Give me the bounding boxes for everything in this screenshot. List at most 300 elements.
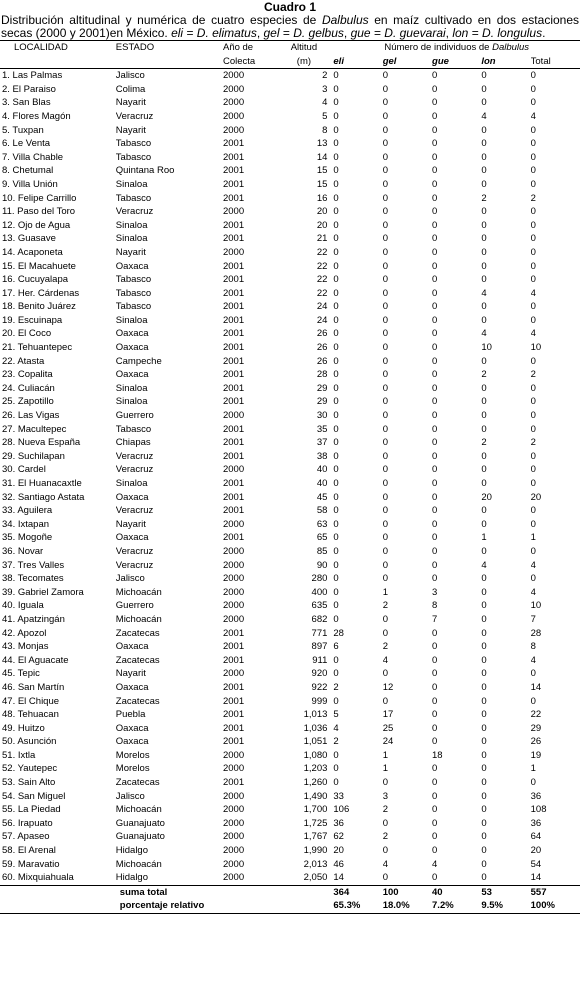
cell-localidad: 29. Suchilapan: [2, 450, 65, 462]
cell-anio: 2000: [222, 410, 245, 422]
cell-estado: Nayarit: [115, 246, 146, 258]
cell-altitud: 20: [316, 219, 328, 231]
cell-altitud: 29: [316, 382, 328, 394]
cell-altitud: 40: [316, 478, 328, 489]
cell-gel: 0: [382, 138, 388, 150]
cell-gel: 0: [382, 70, 388, 82]
cell-localidad: 21. Tehuantepec: [2, 342, 73, 354]
cell-estado: Veracruz: [115, 206, 154, 218]
cell-eli: 0: [333, 342, 339, 354]
cell-gue: 0: [432, 709, 438, 721]
cell-lon: 4: [481, 110, 487, 122]
cell-total: 0: [530, 260, 536, 272]
cell-anio: 2001: [222, 777, 245, 789]
cell-total: 0: [530, 124, 536, 136]
cell-total: 10: [530, 600, 542, 612]
cell-gue: 0: [432, 450, 438, 462]
cell-localidad: 55. La Piedad: [2, 804, 61, 816]
cell-localidad: 27. Macultepec: [2, 423, 67, 435]
cell-eli: 20: [333, 845, 344, 857]
cell-altitud: 24: [316, 314, 328, 326]
cell-eli: 46: [333, 858, 344, 870]
cell-eli: 0: [333, 382, 339, 394]
cell-altitud: 24: [316, 301, 328, 313]
table-row: [0, 491, 580, 505]
cell-lon: 0: [481, 681, 487, 693]
cell-localidad: 4. Flores Magón: [2, 110, 71, 122]
table-caption: [1, 14, 579, 40]
cell-localidad: 23. Copalita: [2, 369, 53, 381]
cell-estado: Quintana Roo: [115, 165, 175, 177]
table-row: [0, 300, 580, 314]
cell-total: 0: [530, 233, 536, 245]
table-body: [0, 69, 580, 886]
cell-anio: 2000: [222, 763, 245, 775]
cell-estado: Veracruz: [115, 450, 154, 462]
cell-gel: 2: [382, 831, 388, 843]
cell-total: 14: [530, 872, 542, 884]
cell-localidad: 39. Gabriel Zamora: [2, 586, 84, 598]
cell-eli: 36: [333, 817, 344, 829]
cell-localidad: 45. Tepic: [2, 668, 40, 680]
cell-gue: 0: [432, 178, 438, 190]
cell-anio: 2000: [222, 790, 245, 802]
table-row: [0, 287, 580, 301]
header-group: [333, 41, 580, 55]
cell-gel: 0: [382, 192, 388, 204]
cell-localidad: 25. Zapotillo: [2, 396, 54, 408]
cell-lon: 0: [481, 817, 487, 829]
cell-total: 0: [530, 382, 536, 394]
pct-total: 100%: [531, 899, 580, 913]
cell-estado: Sinaloa: [115, 219, 148, 231]
cell-lon: 0: [481, 83, 487, 95]
cell-eli: 5: [333, 709, 339, 721]
cell-eli: 0: [333, 518, 339, 530]
cell-estado: Tabasco: [115, 287, 152, 299]
cell-lon: 0: [481, 545, 487, 557]
cell-eli: 0: [333, 668, 339, 680]
cell-lon: 0: [481, 831, 487, 843]
cell-altitud: 65: [316, 532, 328, 544]
cell-gue: 0: [432, 804, 438, 816]
header-altitud: Altitud: [274, 41, 333, 55]
cell-altitud: 45: [316, 491, 328, 503]
cell-altitud: 26: [316, 355, 328, 367]
cell-estado: Oaxaca: [115, 328, 149, 340]
cell-lon: 0: [481, 613, 487, 625]
caption-abbrev: gel: [263, 26, 280, 40]
header-estado: ESTADO: [116, 41, 223, 55]
cell-lon: 0: [481, 70, 487, 82]
cell-gue: 0: [432, 817, 438, 829]
cell-total: 0: [530, 165, 536, 177]
cell-lon: 0: [481, 97, 487, 109]
cell-anio: 2000: [222, 845, 245, 857]
cell-total: 64: [530, 831, 542, 843]
cell-gue: 0: [432, 260, 438, 272]
header-altitud-unit: (m): [274, 55, 333, 69]
porcentaje-label: porcentaje relativo: [116, 899, 334, 913]
cell-gue: 0: [432, 518, 438, 530]
header-group-text: Número de individuos de: [384, 42, 493, 53]
cell-total: 108: [530, 804, 547, 816]
cell-lon: 4: [481, 559, 487, 571]
cell-anio: 2000: [222, 206, 245, 218]
cell-anio: 2001: [222, 491, 245, 503]
table-row: [0, 436, 580, 450]
cell-anio: 2001: [222, 233, 245, 245]
cell-gel: 0: [382, 260, 388, 272]
cell-estado: Michoacán: [115, 804, 162, 816]
cell-lon: 0: [481, 246, 487, 258]
cell-anio: 2000: [222, 600, 245, 612]
caption-text: ,: [445, 26, 453, 40]
cell-localidad: 26. Las Vigas: [2, 410, 60, 422]
cell-anio: 2001: [222, 138, 245, 150]
cell-eli: 0: [333, 505, 339, 517]
sum-gue: 40: [432, 885, 481, 899]
cell-lon: 0: [481, 763, 487, 775]
cell-localidad: 41. Apatzingán: [2, 613, 65, 625]
cell-eli: 0: [333, 219, 339, 231]
cell-gel: 0: [382, 219, 388, 231]
cell-anio: 2000: [222, 518, 245, 530]
cell-gel: 0: [382, 342, 388, 354]
cell-gel: 0: [382, 559, 388, 571]
cell-gue: 0: [432, 369, 438, 381]
cell-lon: 0: [481, 749, 487, 761]
cell-total: 26: [530, 736, 542, 748]
cell-gue: 0: [432, 559, 438, 571]
cell-lon: 0: [481, 845, 487, 857]
cell-altitud: 22: [316, 246, 328, 258]
cell-gue: 0: [432, 70, 438, 82]
header-row: [0, 41, 580, 55]
cell-altitud: 21: [316, 233, 328, 245]
cell-gue: 0: [432, 668, 438, 680]
cell-localidad: 56. Irapuato: [2, 817, 53, 829]
cell-localidad: 32. Santiago Astata: [2, 491, 85, 503]
cell-anio: 2000: [222, 749, 245, 761]
cell-total: 0: [530, 314, 536, 326]
cell-lon: 0: [481, 396, 487, 408]
cell-gel: 0: [382, 328, 388, 340]
cell-gue: 0: [432, 777, 438, 789]
cell-altitud: 911: [312, 654, 328, 666]
table-row: [0, 273, 580, 287]
cell-localidad: 16. Cucuyalapa: [2, 274, 69, 286]
cell-lon: 0: [481, 804, 487, 816]
cell-eli: 0: [333, 450, 339, 462]
table-row: [0, 341, 580, 355]
cell-gue: 0: [432, 491, 438, 503]
cell-altitud: 4: [322, 97, 328, 109]
cell-localidad: 17. Her. Cárdenas: [2, 287, 80, 299]
table-row: [0, 205, 580, 219]
cell-estado: Campeche: [115, 355, 162, 367]
cell-altitud: 922: [311, 681, 328, 693]
cell-lon: 0: [481, 790, 487, 802]
cell-lon: 0: [481, 736, 487, 748]
cell-lon: 0: [481, 233, 487, 245]
caption-abbrev: gue: [350, 26, 371, 40]
cell-lon: 0: [481, 722, 487, 734]
table-row: [0, 599, 580, 613]
caption-text: =: [370, 26, 385, 40]
cell-lon: 0: [481, 178, 487, 190]
cell-estado: Puebla: [115, 709, 146, 721]
table-row: [0, 871, 580, 885]
table-row: [0, 96, 580, 110]
cell-gel: 0: [382, 777, 388, 789]
cell-anio: 2000: [222, 97, 245, 109]
cell-total: 29: [530, 722, 542, 734]
cell-total: 0: [530, 206, 536, 218]
table-row: [0, 382, 580, 396]
cell-anio: 2001: [222, 287, 245, 299]
porcentaje-row: [0, 899, 580, 913]
cell-eli: 0: [333, 532, 339, 544]
cell-gel: 0: [382, 817, 388, 829]
cell-localidad: 54. San Miguel: [2, 790, 66, 802]
cell-altitud: 16: [316, 192, 328, 204]
cell-eli: 0: [333, 151, 339, 163]
cell-lon: 0: [481, 450, 487, 462]
cell-lon: 0: [481, 573, 487, 585]
cell-localidad: 58. El Arenal: [2, 845, 56, 857]
cell-gel: 0: [382, 110, 388, 122]
cell-estado: Sinaloa: [115, 396, 148, 408]
cell-total: 7: [530, 613, 536, 625]
table-row: [0, 681, 580, 695]
cell-lon: 0: [481, 138, 487, 150]
cell-altitud: 1,260: [303, 777, 328, 789]
cell-eli: 0: [333, 410, 339, 422]
cell-lon: 0: [481, 423, 487, 435]
cell-estado: Oaxaca: [115, 491, 149, 503]
cell-gue: 0: [432, 219, 438, 231]
cell-estado: Sinaloa: [115, 314, 148, 326]
cell-estado: Sinaloa: [115, 178, 148, 190]
cell-gel: 0: [382, 178, 388, 190]
cell-localidad: 53. Sain Alto: [2, 777, 56, 789]
cell-eli: 0: [333, 777, 339, 789]
cell-estado: Oaxaca: [115, 532, 149, 544]
cell-eli: 62: [333, 831, 344, 843]
table-row: [0, 83, 580, 97]
cell-eli: 0: [333, 586, 339, 598]
caption-text: .: [542, 26, 546, 40]
cell-estado: Zacatecas: [115, 695, 160, 707]
cell-lon: 10: [481, 342, 492, 354]
cell-anio: 2000: [222, 586, 245, 598]
table-row: [0, 137, 580, 151]
cell-gue: 0: [432, 641, 438, 653]
cell-total: 0: [530, 573, 536, 585]
cell-total: 20: [530, 491, 542, 503]
cell-gel: 0: [382, 301, 388, 313]
cell-eli: 0: [333, 355, 339, 367]
cell-gue: 0: [432, 654, 438, 666]
header-lon: lon: [481, 55, 530, 69]
cell-estado: Veracruz: [115, 545, 154, 557]
cell-gel: 0: [382, 410, 388, 422]
cell-localidad: 22. Atasta: [2, 355, 45, 367]
cell-anio: 2001: [222, 505, 245, 517]
cell-total: 0: [530, 423, 536, 435]
table-row: [0, 395, 580, 409]
cell-gel: 0: [382, 613, 388, 625]
cell-altitud: 1,490: [303, 790, 328, 802]
cell-anio: 2001: [222, 382, 245, 394]
cell-localidad: 20. El Coco: [2, 328, 52, 340]
caption-text: =: [468, 26, 483, 40]
cell-estado: Nayarit: [115, 124, 146, 136]
cell-altitud: 771: [311, 627, 328, 639]
cell-estado: Veracruz: [115, 110, 154, 122]
cell-gue: 0: [432, 437, 438, 449]
cell-estado: Oaxaca: [115, 722, 149, 734]
table-row: [0, 314, 580, 328]
cell-eli: 0: [333, 83, 339, 95]
cell-estado: Zacatecas: [115, 654, 160, 666]
cell-eli: 0: [333, 559, 339, 571]
header-gel: gel: [383, 55, 432, 69]
cell-localidad: 40. Iguala: [2, 600, 44, 612]
cell-altitud: 3: [322, 83, 328, 95]
cell-anio: 2001: [222, 641, 245, 653]
cell-total: 0: [530, 219, 536, 231]
cell-altitud: 15: [316, 178, 328, 190]
cell-estado: Nayarit: [115, 668, 146, 680]
cell-gel: 0: [382, 695, 388, 707]
cell-lon: 0: [481, 709, 487, 721]
cell-altitud: 1,080: [303, 749, 328, 761]
table-row: [0, 518, 580, 532]
cell-gel: 12: [382, 681, 394, 693]
cell-gel: 0: [382, 151, 388, 163]
cell-eli: 0: [333, 478, 339, 489]
header-anio: Año de: [223, 41, 274, 55]
caption-species: D. guevarai: [384, 26, 446, 40]
cell-anio: 2001: [222, 450, 245, 462]
cell-localidad: 49. Huitzo: [2, 722, 45, 734]
cell-gue: 0: [432, 233, 438, 245]
cell-altitud: 14: [316, 151, 328, 163]
cell-lon: 0: [481, 274, 487, 286]
cell-gel: 0: [382, 124, 388, 136]
cell-gel: 3: [382, 790, 388, 802]
cell-eli: 0: [333, 749, 339, 761]
cell-total: 0: [530, 478, 536, 489]
cell-lon: 0: [481, 314, 487, 326]
pct-gel: 18.0%: [383, 899, 432, 913]
cell-localidad: 8. Chetumal: [2, 165, 54, 177]
cell-estado: Morelos: [115, 749, 150, 761]
cell-estado: Guanajuato: [115, 817, 165, 829]
cell-eli: 0: [333, 763, 339, 775]
cell-eli: 0: [333, 328, 339, 340]
cell-total: 4: [530, 586, 536, 598]
cell-gel: 0: [382, 83, 388, 95]
header-eli: eli: [333, 55, 382, 69]
cell-eli: 28: [333, 627, 344, 639]
cell-lon: 20: [481, 491, 492, 503]
cell-altitud: 1,013: [303, 709, 328, 721]
cell-total: 1: [530, 763, 536, 775]
cell-lon: 0: [481, 478, 487, 489]
table-row: [0, 830, 580, 844]
cell-eli: 0: [333, 110, 339, 122]
cell-gue: 0: [432, 478, 438, 489]
cell-estado: Morelos: [115, 763, 150, 775]
cell-localidad: 47. El Chique: [2, 695, 60, 707]
cell-lon: 0: [481, 165, 487, 177]
cell-total: 10: [530, 342, 542, 354]
table-title: Cuadro 1: [263, 0, 316, 14]
cell-gue: 0: [432, 355, 438, 367]
cell-gue: 7: [432, 613, 438, 625]
cell-gel: 0: [382, 382, 388, 394]
cell-gue: 0: [432, 736, 438, 748]
cell-estado: Chiapas: [115, 437, 151, 449]
cell-eli: 0: [333, 246, 339, 258]
cell-eli: 0: [333, 491, 339, 503]
caption-text: =: [183, 26, 197, 40]
cell-estado: Michoacán: [115, 858, 162, 870]
cell-eli: 4: [333, 722, 339, 734]
table-row: [0, 124, 580, 138]
cell-altitud: 1,725: [303, 817, 328, 829]
cell-eli: 0: [333, 437, 339, 449]
cell-gel: 0: [382, 423, 388, 435]
cell-gel: 0: [382, 369, 388, 381]
cell-altitud: 400: [311, 586, 328, 598]
cell-total: 0: [530, 668, 536, 680]
cell-total: 0: [530, 83, 536, 95]
cell-localidad: 52. Yautepec: [2, 763, 58, 775]
cell-gue: 0: [432, 464, 438, 476]
cell-localidad: 46. San Martín: [2, 681, 65, 693]
header-group-genus: Dalbulus: [492, 42, 530, 53]
cell-anio: 2000: [222, 573, 245, 585]
caption-species: D. gelbus: [293, 26, 344, 40]
cell-anio: 2001: [222, 396, 245, 408]
table-row: [0, 613, 580, 627]
table-row: [0, 219, 580, 233]
cell-gue: 0: [432, 423, 438, 435]
cell-eli: 0: [333, 97, 339, 109]
table-row: [0, 463, 580, 477]
cell-total: 0: [530, 695, 536, 707]
cell-lon: 0: [481, 505, 487, 517]
cell-eli: 0: [333, 124, 339, 136]
cell-eli: 0: [333, 192, 339, 204]
cell-gue: 0: [432, 274, 438, 286]
cell-gel: 0: [382, 872, 388, 884]
table-row: [0, 192, 580, 206]
cell-gue: 18: [432, 749, 443, 761]
cell-gel: 0: [382, 287, 388, 299]
cell-gel: 0: [382, 396, 388, 408]
cell-anio: 2001: [222, 654, 245, 666]
cell-lon: 4: [481, 328, 487, 340]
cell-gue: 0: [432, 845, 438, 857]
table-row: [0, 69, 580, 83]
cell-estado: Guanajuato: [115, 831, 165, 843]
cell-gel: 0: [382, 573, 388, 585]
